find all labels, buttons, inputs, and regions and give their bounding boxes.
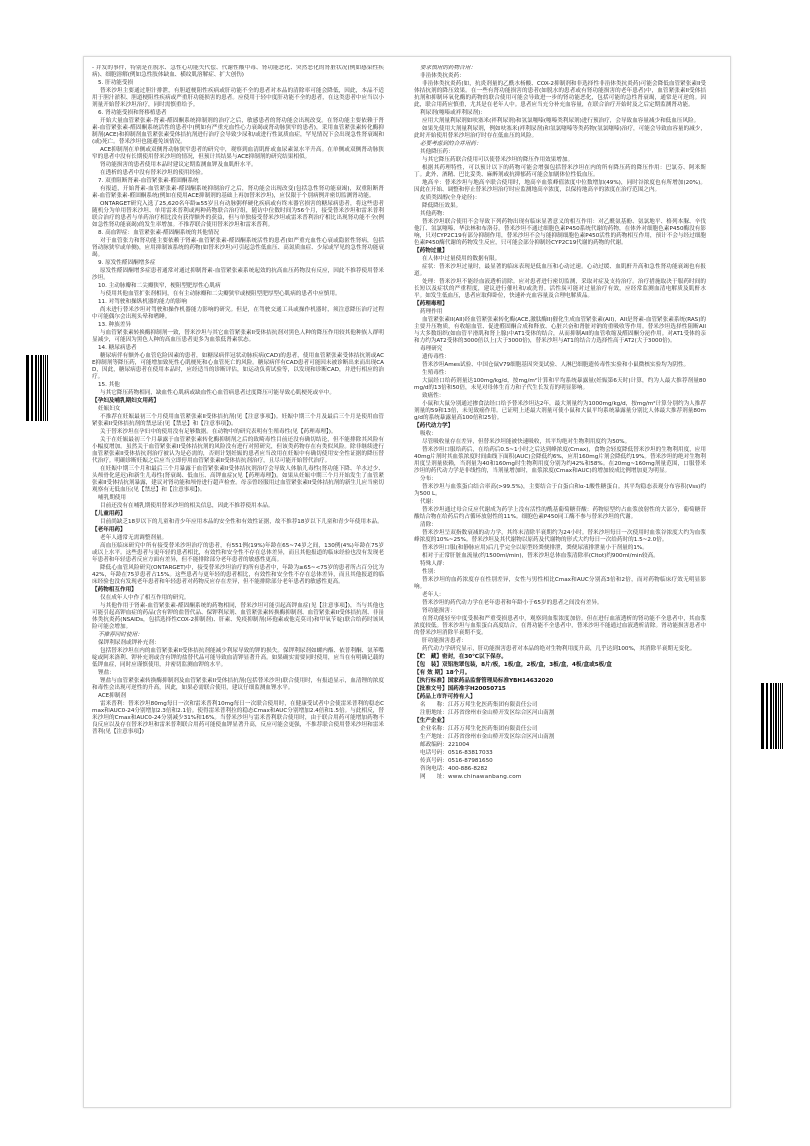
section-heading: 【老年用药】 [92, 527, 126, 533]
paragraph: 替米沙坦Ames试验、中国仓鼠V79细胞基因突变试验、人淋巴细胞遗传毒性实验和小鼠微核实验均为阴性。 [422, 362, 690, 368]
manufacturer-row-value: www.chinawanbang.com [447, 774, 522, 780]
paragraph: 必要考虑到的合并用药： [420, 141, 482, 147]
paragraph: 6. 肾功能受损和肾移植患者 [98, 110, 167, 116]
section-heading: 【批准文号】国药准字H20050715 [414, 686, 506, 692]
paragraph: 代谢： [420, 499, 437, 505]
mah-name: 江苏万邦生化医药集团有限责任公司 [447, 702, 538, 708]
paragraph: 老年人通常无需调整剂量。 [100, 535, 168, 541]
paragraph: 14. 糖尿病患者 [98, 345, 137, 351]
manufacturer-row-label: 生产地址： [420, 734, 448, 740]
manufacturer-row [414, 734, 706, 741]
paragraph: 处理：替米沙坦不能经血液透析清除。应对患者进行密切监测，采取对症及支持治疗。治疗措施取决于服药时间的长短以及症状的严重程度，建议进行催吐和/或洗胃。活性炭可能对过量治疗有效，应经常监测血清电解质及肌酐水平。如发生低血压，患者应取仰卧位，快速补充血容量及合理电解质品。 [414, 279, 706, 299]
paragraph: 分布： [420, 476, 437, 482]
paragraph: 毒理研究 [420, 346, 443, 352]
mah-address-label: 注册地址： [420, 710, 448, 716]
paragraph: 不推荐同时使用： [98, 632, 143, 638]
paragraph: 利尿剂(噻嗪或袢利尿剂)： [420, 110, 486, 116]
paragraph: 小鼠和大鼠分别通过掺食法经口给予替米沙坦达2年，最大剂量约为1000mg/kg/d，按mg/m²计算分别约为人推荐剂量的59和13倍，未见致癌作用。已证明上述最大剂量可使小鼠和大鼠平均系统暴露量分别比人体最大推荐剂量80mg/d的系统暴露量高100倍和25倍。 [414, 401, 706, 421]
side-barcode-right [761, 683, 784, 749]
manufacturer-row [414, 750, 706, 757]
paragraph: 关于替米沙坦在孕妇中的使用没有足够数据。在动物中的研究表明有生殖毒性(见【药理毒理】)。 [100, 429, 337, 435]
paragraph: 开始大量血管紧张素-肾素-醛固酮系统抑制剂的治疗之后，敏感患者的肾功能会出现改变。在肾功能主要依赖于肾素-血管紧张素-醛固酮系统活性的患者中(例如有严重充血性心力衰竭或肾动脉狭窄的患者)，采用血管紧张素转化酶抑制剂(ACE)和抑制剂血管紧张素受体拮抗剂进行治疗会导致少尿和/或进行性氮质血症，罕见情况下会出现急性肾衰竭和(或)死亡。替米沙坦也能避免该情况。 [92, 118, 384, 145]
paragraph: 与血管紧张素转换酶抑制剂一致，替米沙坦与其它血管紧张素II受体拮抗剂对黑色人种的降压作用较其他种族人群明显减少，可能因为黑色人种的高血压患者更多为血浆低肾素状态。 [92, 330, 384, 343]
paragraph: 药理作用 [420, 309, 443, 315]
paragraph: 地高辛：替米沙坦与地高辛联合使用时，地高辛血浆峰值浓度中位数增加(49%)，同时谷浓度也有所增加(20%)。因此在开始、调整和停止替米沙坦治疗时应监测地高辛浓度，以保持地高辛的浓度在治疗范围之内。 [414, 180, 706, 193]
manufacturer-row-value: 江苏省徐州市金山桥开发区综合区河山南割 [447, 734, 555, 740]
manufacturer-row [414, 766, 706, 773]
paragraph: 与其他作用于肾素-血管紧张素-醛固酮系统的药物相同，替米沙坦可能引起高钾血症(见【注意事项】)，当与其他也可能引起高钾血症的药品(含有钾的盐替代品、保钾利尿剂、血管紧张素转换酶抑制剂、血管紧张素II受体拮抗剂、非甾体类抗炎药(NSAIDs，包括选择性COX-2抑制剂)、肝素、免疫抑制剂(环孢素或他克莫司)和甲氧苄啶)联合给药时该风险可能会增加。 [92, 603, 384, 630]
paragraph: 大鼠经口给药剂量达100mg/kg/d，按mg/m²计算和平均系统暴露量(妊娠第6天时)计算，约为人最大推荐剂量80mg/d的13倍和50倍，未见对母体生育力和子代生长发育的明显影响。 [414, 378, 706, 391]
paragraph: 在人体中过量使用的数据有限。 [422, 256, 501, 262]
manufacturer-row [414, 774, 706, 781]
paragraph: ACE抑制剂在单侧或双侧肾动脉狭窄患者的研究中，观察到血清肌酐或血尿素氮水平升高。在单侧或双侧肾动脉狭窄的患者中没有长期使用替米沙坦的情况，但预计其结果与ACE抑制剂的研究结果相似。 [92, 147, 384, 160]
section-heading: 【有 效 期】18个月。 [414, 670, 471, 676]
paragraph: 15. 其他 [98, 382, 120, 388]
paragraph: 要求慎用的药物合用： [420, 65, 476, 71]
paragraph: 替米沙坦主要通过胆汁排泄，有胆道梗阻性疾病或肝功能不全的患者对本品的清除率可能会降低，因此，本品不适用于胆汁淤积、胆道梗阻性疾病或严重肝功能损害的患者。应使用于轻中度肝功能不全的患者，在这类患者中应当以小剂量开始替米沙坦治疗，同时需慎重给予。 [92, 88, 384, 108]
paragraph: 替米沙坦的血药浓度存在性别差异，女性与男性相比Cmax和AUC分别高3倍和2倍，而对药物临床疗效无明显影响。 [414, 577, 706, 590]
paragraph: - 并发的事件，特别是在脱水、急性心功能失代偿、代谢性酸中毒、肾功能恶化、突然恶化的肾脏状况(例如感染性疾病)、细胞溶解(例如急性肢体缺血、横纹肌溶解症、扩大创伤) [92, 65, 384, 78]
paragraph: 肝功能损害患者： [422, 638, 467, 644]
manufacturer-row [414, 758, 706, 765]
paragraph: 血管紧张素II(AII)经血管紧张素转化酶(ACE,激肽酶II)催化生成血管紧张素(AII)，AII是肾素-血管紧张素系统(RAS)的主要升压物质，有收缩血管、促进醛固酮合成和释放、心脏兴奋和肾脏对钠的重吸收等作用。替米沙坦选择性阻断AII与大多数组织(如血管平滑肌和肾上腺)中AT1受体的结合，从而抑制AII的血管收缩及醛固酮分泌作用。对AT1受体的亲和力约为AT2受体的3000倍以上(大于3000倍)，替米沙坦与AT1的结合力选择性高于AT2(大于3000倍)。 [414, 317, 706, 344]
paragraph: 非甾体类抗炎药(如，抗炎剂量的乙酰水杨酸、COX-2抑制剂和非选择性非甾体类抗炎药)可能会降低血管紧张素II受体拮抗剂的降压效果。在一些有肾功能损害的患者(如脱水的患者或有肾功能损害的老年患者)中，血管紧张素II受体拮抗剂和抑制环氧化酶的药物的联合使用可能会导致进一步的肾功能恶化，包括可能的急性肾衰竭，通常是可逆的。因此，联合用药应慎重，尤其是在老年人中。患者应当充分补充血容量，在联合治疗开始时及之后定期监测肾功能。 [414, 81, 706, 108]
paragraph: 降低降压效果。 [422, 203, 462, 209]
manufacturer-row [414, 742, 706, 749]
paragraph: 不推荐在妊娠最初三个月使用血管紧张素II受体拮抗剂(见【注意事项】)。妊娠中期三个月及最后三个月是使用血管紧张素II受体拮抗剂的禁忌证(见【禁忌】和【注意事项】)。 [92, 414, 384, 427]
section-heading: 【儿童用药】 [92, 511, 126, 517]
manufacturer-row-value: 221004 [447, 742, 470, 748]
paragraph: 保钾利尿剂或钾补充剂： [98, 640, 160, 646]
paragraph: 替米沙坦与血浆蛋白结合率高(>99.5%)，主要结合于白蛋白和α-1酸性糖蛋白。其平均稳态表观分布容积(Vss)约为500 L。 [414, 484, 706, 497]
paragraph: 如果先使用大剂量利尿剂，例如呋塞米(袢利尿剂)和氢氯噻嗪等类药物(氢氯噻嗪)治疗，可能会导致血容量的减少，此时开始使用替米沙坦治疗时存在低血压的风险。 [414, 126, 706, 139]
paragraph: 对于血管张力和肾功能主要依赖于肾素-血管紧张素-醛固酮系统活性的患者(如严重充血性心衰或隐匿性肾病，包括肾动脉狭窄或单侧)，应用抑制该系统的药物(如替米沙坦)可引起急性低血压、高氮质血症、少尿或罕见的急性肾功能衰竭。 [92, 238, 384, 258]
manufacturer-row-label: 咨询电话： [420, 766, 448, 772]
paragraph: 其他药物： [420, 211, 448, 217]
paragraph: 5. 肝功能受损 [98, 80, 134, 86]
manufacturer-heading: 【生产企业】 [414, 718, 448, 724]
paragraph: 7. 双重阻断肾素-血管紧张素-醛固酮系统 [98, 178, 199, 184]
paragraph: 清除： [420, 522, 437, 528]
manufacturer-row [414, 726, 706, 733]
section-heading: 【药物过量】 [414, 248, 448, 254]
paragraph: 症状：替米沙坦过量时，最显著的临床表现是低血压和心动过速。心动过缓、血肌酐升高和急性肾功能衰竭也有报道。 [414, 264, 706, 277]
paragraph: 10. 主动脉瓣和二尖瓣狭窄，梗阻型肥厚性心肌病 [98, 283, 221, 289]
paragraph: 肾功能损害： [422, 608, 456, 614]
paragraph: 替米沙坦联合使用不会导致下列药物出现有临床显著意义的相互作用：对乙酰氨基酚、氨氯地平、格列本脲、辛伐他汀、氢氯噻嗪、华法林和布洛芬。替米沙坦不通过细胞色素P450系统代谢的药物，在体外对细胞色素P450酶没有影响，只对CYP2C19有部分抑制作用，替米沙坦不会与能抑制细胞色素P450活性的药物相互作用，预计不会与经过细胞色素P450酶代谢的药物发生反应，只可能会部分抑制经CYP2C19代谢的药物的代谢。 [414, 219, 706, 246]
paragraph: 替米沙坦通过母合反应代谢成为药学上没有活性的酰基葡萄糖苷酸：药物原型约占血浆放射性的大部分，葡萄糖苷酸结合物在给药后约占循环放射性的11%。细胞色素P450同工酶不参与替米沙坦的代谢。 [414, 507, 706, 520]
manufacturer-row-value: 江苏万邦生化医药集团有限责任公司 [447, 726, 538, 732]
paragraph: 肾功能损害的患者使用本品时建议定期监测血钾及血肌酐水平。 [100, 162, 257, 168]
manufacturer-row-label: 传真号码： [420, 758, 448, 764]
manufacturer-row-label: 电话号码： [420, 750, 448, 756]
mah-address: 江苏省徐州市金山桥开发区综合区河山南割 [447, 710, 555, 716]
paragraph: 致癌性： [422, 393, 445, 399]
left-column [92, 65, 384, 1101]
paragraph: 与其它降压药物相同，缺血性心肌病或缺血性心血管病患者过度降压可能导致心肌梗死或卒中。 [100, 390, 335, 396]
paragraph: 在妊娠中期三个月和最后三个月暴露于血管紧张素II受体拮抗剂治疗会导致人体胎儿毒性(肾功能下降、羊水过少、头颅骨化延迟)和新生儿毒性(肾衰竭、低血压、高钾血症)(见【药理毒理】)。如果从妊娠中期三个月开始发生了血管紧张素II受体拮抗剂暴露，建议对肾功能和颅骨进行超声检查。母亲曾经服用过血管紧张素II受体拮抗剂的新生儿应当密切观察有无低血压(见【禁忌】和【注意事项】)。 [92, 466, 384, 493]
paragraph: 替米沙坦口服给药后，在给药后0.5~1小时之后达到峰浓度(Cmax)，食物会轻度降低替米沙坦的生物利用度，应用40mg片剂时其血浆浓度时间曲线下面积(AUC)会降低约6%，应用160mg片剂会降低约19%。替米沙坦的绝对生物利用度呈剂量依赖，当剂量为40和160mg时生物利用度分别为约42%和58%。在20mg~160mg剂量范围，口服替米沙坦的药代动力学是非线性的，当剂量增加时，血浆浓度(Cmax和AUC)的增加较成比例增加更为明显。 [414, 447, 706, 474]
paragraph: 8. 高血钾症：血管紧张素-醛固酮系统的其他情况 [98, 230, 220, 236]
paragraph: 目前还没有在哺乳期使用替米沙坦的相关信息，因此不推荐使用本品。 [100, 503, 274, 509]
paragraph: 仅在成年人中作了相互作用的研究。 [100, 595, 190, 601]
paragraph: 糖尿病伴有额外心血管危险因素的患者，如糖尿病伴冠状动脉疾病(CAD)的患者，使用血管紧张素受体拮抗剂或ACE抑制剂等降压药，可能增加致死性心肌梗死和心血管死亡的风险。糖尿病伴有CAD患者可能因未被诊断出来而出现CAD，因此，糖尿病患者在使用本品时，应经适当的诊断评估，如运动负荷试验等，以发现和诊断CAD，并进行相应的治疗。 [92, 353, 384, 380]
paragraph: ONTARGET研究入选了25,620名年龄≥55岁且有动脉粥样硬化疾病或有终末器官损害的糖尿病患者，将这些患者随机分为单用替米沙坦、单用雷米普利或两种药物联合治疗组，随访中位数时间为56个月，接受替米沙坦和雷米普利联合治疗的患者与单药治疗相比没有获得额外的获益，但与单独接受替米沙坦或雷米普利治疗相比出现肾功能不全(例如急性肾功能衰竭)的发生率增加。不推荐联合使用替米沙坦和雷米普利。 [92, 201, 384, 228]
paragraph: 目前尚缺乏18岁以下的儿童和青少年应用本品的安全性和有效性证据，故不推荐18岁以下儿童和青少年使用本品。 [100, 519, 383, 525]
mah-name-label: 名 称： [420, 702, 448, 708]
paragraph: 降低心血管风险研究(ONTARGET)中，接受替米沙坦治疗的所有患者中，年龄为≥65~<75岁的患者所占百分比为42%，年龄在75岁患者占15%。这些患者与更年轻的患者相比，有效性和安全性不存在总体差异，而且其他报道的临床经验也没有发现老年患者和年轻患者对药物反应存在差异，但不能排除部分老年患者的敏感性更高。 [92, 565, 384, 585]
paragraph: 与其它降压药联合使用可以使替米沙坦的降压作用效果增加。 [422, 157, 574, 163]
paragraph: 相对于正常肝脏血流量(约1500ml/min)，替米沙坦总体血浆清除率(Cltot)约900ml/min较高。 [422, 553, 659, 559]
section-heading: 【药代动力学】 [414, 423, 454, 429]
paragraph: 老年人： [422, 592, 445, 598]
paragraph: 11. 对驾驶和操纵机器的能力的影响 [98, 299, 187, 305]
paragraph: 有报道，开始肾素-血管紧张素-醛固酮系统抑制治疗之后，肾功能会出现改变(包括急性肾功能衰竭)，双重阻断肾素-血管紧张素-醛固酮系统(例如在使用ACE抑制剂的基础上再加替米沙坦)，应仅限于个别病例并密切监测肾功能。 [92, 186, 384, 199]
paragraph: ACE抑制剂 [98, 693, 126, 699]
paragraph: 高血压临床研究中所有接受替米沙坦治疗的患者，有551例(19%)年龄在65~74岁之间，130例(4%)年龄在75岁或以上水平。这些患者与更年轻的患者相比，有效性和安全性不存在总体差异，而且其他报道的临床经验也没有发现老年患者和年轻患者反应方面有差异，但不能排除部分老年患者的敏感性更高。 [92, 543, 384, 563]
paragraph: 在透析的患者中没有替米沙坦的使用经验。 [100, 170, 207, 176]
paragraph: 性别： [422, 569, 439, 575]
paragraph: 遗传毒性： [422, 354, 450, 360]
paragraph: 生殖毒性： [422, 370, 450, 376]
manufacturer-block [414, 718, 706, 781]
mah-block [414, 702, 706, 717]
paragraph: 哺乳期使用 [98, 495, 126, 501]
manufacturer-row-label: 企业名称： [420, 726, 448, 732]
paragraph: 尽管吸收量存在差异，但替米沙坦能被快速吸收，其平均绝对生物利用度约为50%。 [422, 439, 631, 445]
leaflet-sheet [83, 56, 731, 1108]
paragraph: 尚未进行替米沙坦对驾驶和操作机器能力影响的研究。但是，在驾驶交通工具或操作机器时，须注意降压治疗过程中可能偶尔会出现头晕和嗜睡。 [92, 307, 384, 320]
section-heading: 【包 装】双铝泡罩包装，8片/板，1板/盒，2板/盒，3板/盒，4板/盒或5板/盒 [414, 662, 612, 668]
paragraph: 包括替米沙坦在内的血管紧张素II受体拮抗剂能减少利尿导致的钾的损失。保钾利尿剂如螺内酯、依普利酮、氨苯喋啶或阿米洛利、钾补充剂或含有钾的盐替代品可能导致血清钾显著升高。如果确实需要同时使用，应当在有明确记载的低钾血症，同时应谨慎使用，并密切监测血钾的水平。 [92, 648, 384, 668]
manufacturer-row-label: 邮政编码： [420, 742, 448, 748]
section-heading: 【孕妇及哺乳期妇女用药】 [92, 398, 160, 404]
paragraph: 原发性醛固酮增多症患者通常对通过抑制肾素-血管紧张素系统起效的抗高血压药物没有反应，因此不推荐使用替米沙坦。 [92, 268, 384, 281]
paragraph: 替米沙坦呈双指数衰减的动力学，其终末清除半衰期约为24小时。替米沙坦每日一次使用时血浆谷浓度大约为血浆峰浓度的10%~25%。替米沙坦及其代谢物以原药及代谢物的形式大约每日一次给药时的1.5~2.0倍。 [414, 530, 706, 543]
side-barcode-left [26, 355, 49, 421]
manufacturer-row-value: 0516-83817033 [447, 750, 493, 756]
right-column [414, 65, 706, 1101]
paragraph: 关于在妊娠最初三个月暴露于血管紧张素转化酶抑制剂之后的致畸毒性目前还没有确切结论，但不能排除其风险有小幅度增加。虽然关于血管紧张素II受体拮抗剂的风险没有进行对照研究，但该类药物存在有类似风险。除非继续进行血管紧张素II受体拮抗剂治疗被认为是必需的，否则计划妊娠的患者应当改用在妊娠中有确切使用安全性证据的降压替代治疗。明确诊断妊娠之后应当立即停用血管紧张素II受体拮抗剂治疗，且尽可能开始替代治疗。 [92, 437, 384, 464]
section-heading: 【药理毒理】 [414, 301, 448, 307]
paragraph: 吸收： [420, 431, 437, 437]
manufacturer-row-value: 400-886-8282 [447, 766, 488, 772]
paragraph: 9. 原发性醛固酮增多症 [98, 260, 156, 266]
section-heading: 【药物相互作用】 [92, 587, 137, 593]
paragraph: 雷米普利：替米沙坦80mg每日一次和雷米普利10mg每日一次联合使用时，在健康受试者中会使雷米普利的稳态Cmax和AUC0-24分别增加2.3倍和2.1倍。使得雷米普利拉的稳态Cmax和AUC分别增加2.4倍和1.5倍。与此相反，替米沙坦的Cmax和AUC0-24分别减少31%和16%。当替米沙坦与雷米普利联合使用时，由于联合用药可能增加药物不良反应以及存在替米沙坦和雷米普利联合用药可能使血钾显著升高，反应可能会更强，不推荐联合使用替米沙坦和雷米普利(见【注意事项】) [92, 701, 384, 735]
paragraph: 锂盐： [98, 670, 115, 676]
paragraph: 其他降压药： [420, 149, 454, 155]
paragraph: 非甾体类抗炎药： [420, 73, 465, 79]
manufacturer-row-value: 0516-87981650 [447, 758, 493, 764]
paragraph: 应用大剂量利尿剂如呋塞米(袢利尿剂)和氢氯噻嗪(噻嗪类利尿剂)进行预治疗，会导致血容量减少和低血压风险。 [422, 118, 700, 124]
paragraph: 根据其药理特性，可以预计以下的药物可能会增强包括替米沙坦在内的所有降压药的降压作用：巴氯芬、阿米斯丁。此外，酒精、巴比妥类、麻醉剂或抗抑郁药可能会加剧体位性低血压。 [414, 165, 706, 178]
paragraph: 替米沙坦的药代动力学在老年患者和年龄小于65岁的患者之间没有差异。 [422, 600, 603, 606]
paragraph: 药代动力学研究显示，肝功能损害患者对本品的绝对生物利用度升高，几乎达到100%，其消除半衰期无变化。 [422, 646, 696, 652]
paragraph: 锂盐与血管紧张素转换酶抑制剂及血管紧张素II受体拮抗剂(包括替米沙坦)联合使用时，有报道显示，血清锂的浓度和毒性会出现可逆性的升高，因此，如果必需联合使用，建议仔细监测血锂水平。 [92, 678, 384, 691]
paragraph: 13. 种族差异 [98, 322, 132, 328]
paragraph: 特殊人群： [420, 561, 448, 567]
paragraph: 皮质类固醇(全身途径)： [420, 195, 481, 201]
section-heading: 【贮 藏】密封，在30℃以下保存。 [414, 654, 507, 660]
manufacturer-row-label: 网 址： [420, 774, 448, 780]
section-heading: 【药品上市许可持有人】 [414, 694, 476, 700]
section-heading: 【执行标准】国家药品监督管理局标准YBH14632020 [414, 678, 554, 684]
paragraph: 与使用其他血管扩张剂相同，在有主动脉瓣和二尖瓣狭窄或梗阻型肥厚型心肌病的患者中应慎用。 [100, 291, 341, 297]
paragraph: 妊娠妇女 [98, 406, 121, 412]
paragraph: 替米沙坦口服(和静脉应用)后几乎完全以原型经粪便排泄，粪便尿液排泄量小于剂量的1%。 [422, 545, 648, 551]
paragraph: 在肾功能轻至中度受损和严重受损患者中，观察到血浆浓度加倍。但在进行血液透析的肾功能不全患者中，其血浆浓度较低。替米沙坦与血浆蛋白高度结合，在肾功能不全患者中，替米沙坦不能通过血液透析清除。肾功能损害患者中的替米沙坦消除半衰期不变。 [414, 616, 706, 636]
